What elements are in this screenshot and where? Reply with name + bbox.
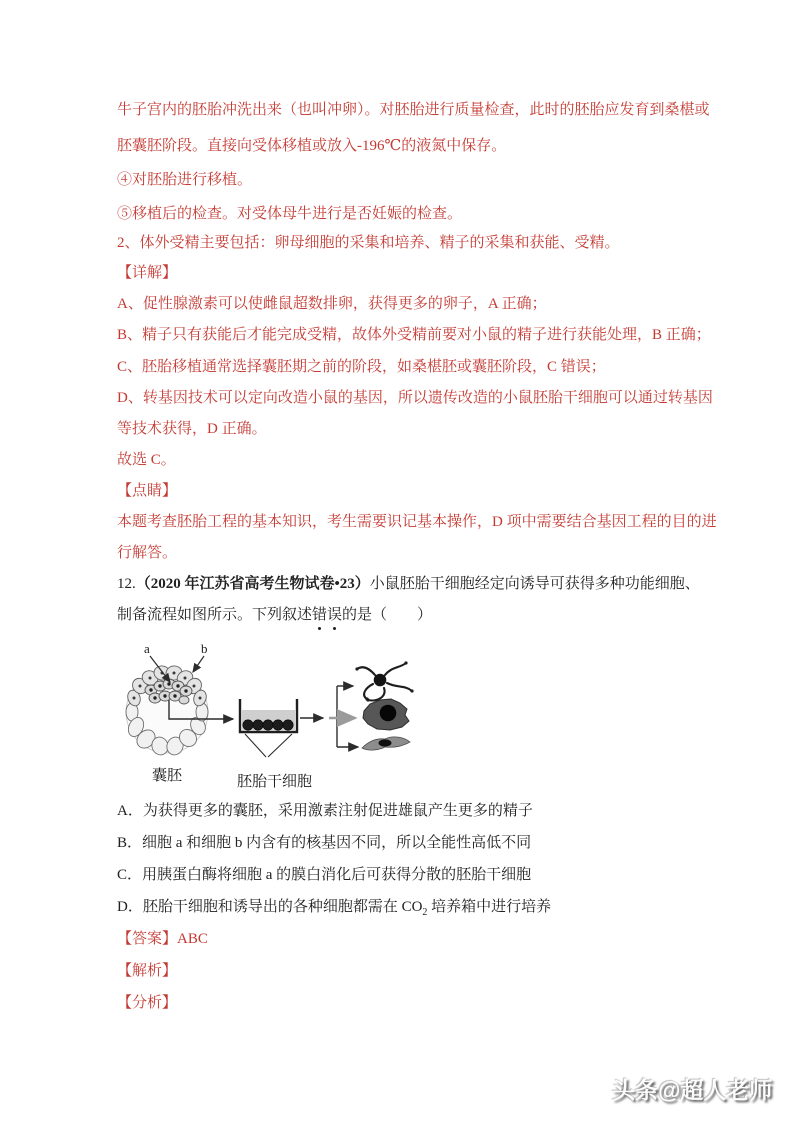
neuron-cell bbox=[355, 661, 413, 701]
text-line: 本题考查胚胎工程的基本知识，考生需要识记基本操作，D 项中需要结合基因工程的目的进 bbox=[117, 514, 717, 530]
text-line: 牛子宫内的胚胎冲洗出来（也叫冲卵）。对胚胎进行质量检查，此时的胚胎应发育到桑椹或 bbox=[117, 102, 710, 118]
text-line: ④对胚胎进行移植。 bbox=[117, 172, 253, 188]
text-line: 胚囊胚阶段。直接向受体移植或放入-196℃的液氮中保存。 bbox=[117, 138, 507, 154]
text-line: 行解答。 bbox=[117, 545, 178, 561]
text-line: 制备流程如图所示。下列叙述错误的是（ ） bbox=[117, 605, 689, 626]
watermark: 头条@超人老师 bbox=[612, 1077, 773, 1103]
blastocyst-label: 囊胚 bbox=[152, 768, 183, 784]
text-line: B．细胞 a 和细胞 b 内含有的核基因不同，所以全能性高低不同 bbox=[117, 835, 532, 851]
dish-pointer-lines bbox=[245, 734, 292, 757]
culture-dish bbox=[237, 699, 312, 790]
text-line: 【分析】 bbox=[117, 995, 178, 1011]
text-line: C．用胰蛋白酶将细胞 a 的膜白消化后可获得分散的胚胎干细胞 bbox=[117, 867, 532, 883]
text-line: 12.（2020 年江苏省高考生物试卷•23）小鼠胚胎干细胞经定向诱导可获得多种功能细胞、 bbox=[117, 576, 700, 592]
text-line: 等技术获得，D 正确。 bbox=[117, 421, 267, 437]
text-line: D．胚胎干细胞和诱导出的各种细胞都需在 $CO_2$ 培养箱中进行培养 bbox=[117, 899, 552, 918]
label-a: a bbox=[144, 641, 150, 656]
label-b: b bbox=[201, 641, 208, 656]
stem-cell-flow-diagram bbox=[117, 636, 457, 806]
text-line: A．为获得更多的囊胚，采用激素注射促进雄鼠产生更多的精子 bbox=[117, 803, 533, 819]
text-line: 【解析】 bbox=[117, 963, 178, 979]
text-line: B、精子只有获能后才能完成受精，故体外受精前要对小鼠的精子进行获能处理，B 正确； bbox=[117, 327, 711, 343]
text-line: 【点睛】 bbox=[117, 483, 178, 499]
text-line: 【详解】 bbox=[117, 265, 178, 281]
text-line: 【答案】ABC bbox=[117, 931, 208, 947]
spindle-cell bbox=[362, 737, 410, 750]
blastocyst-figure bbox=[125, 641, 208, 784]
text-line: 2、体外受精主要包括：卵母细胞的采集和培养、精子的采集和获能、受精。 bbox=[117, 235, 620, 251]
text-line: C、胚胎移植通常选择囊胚期之前的阶段，如桑椹胚或囊胚阶段，C 错误； bbox=[117, 359, 606, 375]
dish-stem-cells bbox=[243, 720, 293, 730]
irregular-cell bbox=[363, 699, 409, 730]
branch-bracket bbox=[329, 686, 358, 747]
text-line: ⑤移植后的检查。对受体母牛进行是否妊娠的检查。 bbox=[117, 206, 463, 222]
text-line: A、促性腺激素可以使雌鼠超数排卵，获得更多的卵子，A 正确； bbox=[117, 296, 547, 312]
pointer-b-line bbox=[193, 656, 204, 672]
es-cells-label: 胚胎干细胞 bbox=[237, 774, 313, 790]
text-line: 故选 C。 bbox=[117, 452, 176, 468]
text-line: D、转基因技术可以定向改造小鼠的基因，所以遗传改造的小鼠胚胎干细胞可以通过转基因 bbox=[117, 390, 713, 406]
